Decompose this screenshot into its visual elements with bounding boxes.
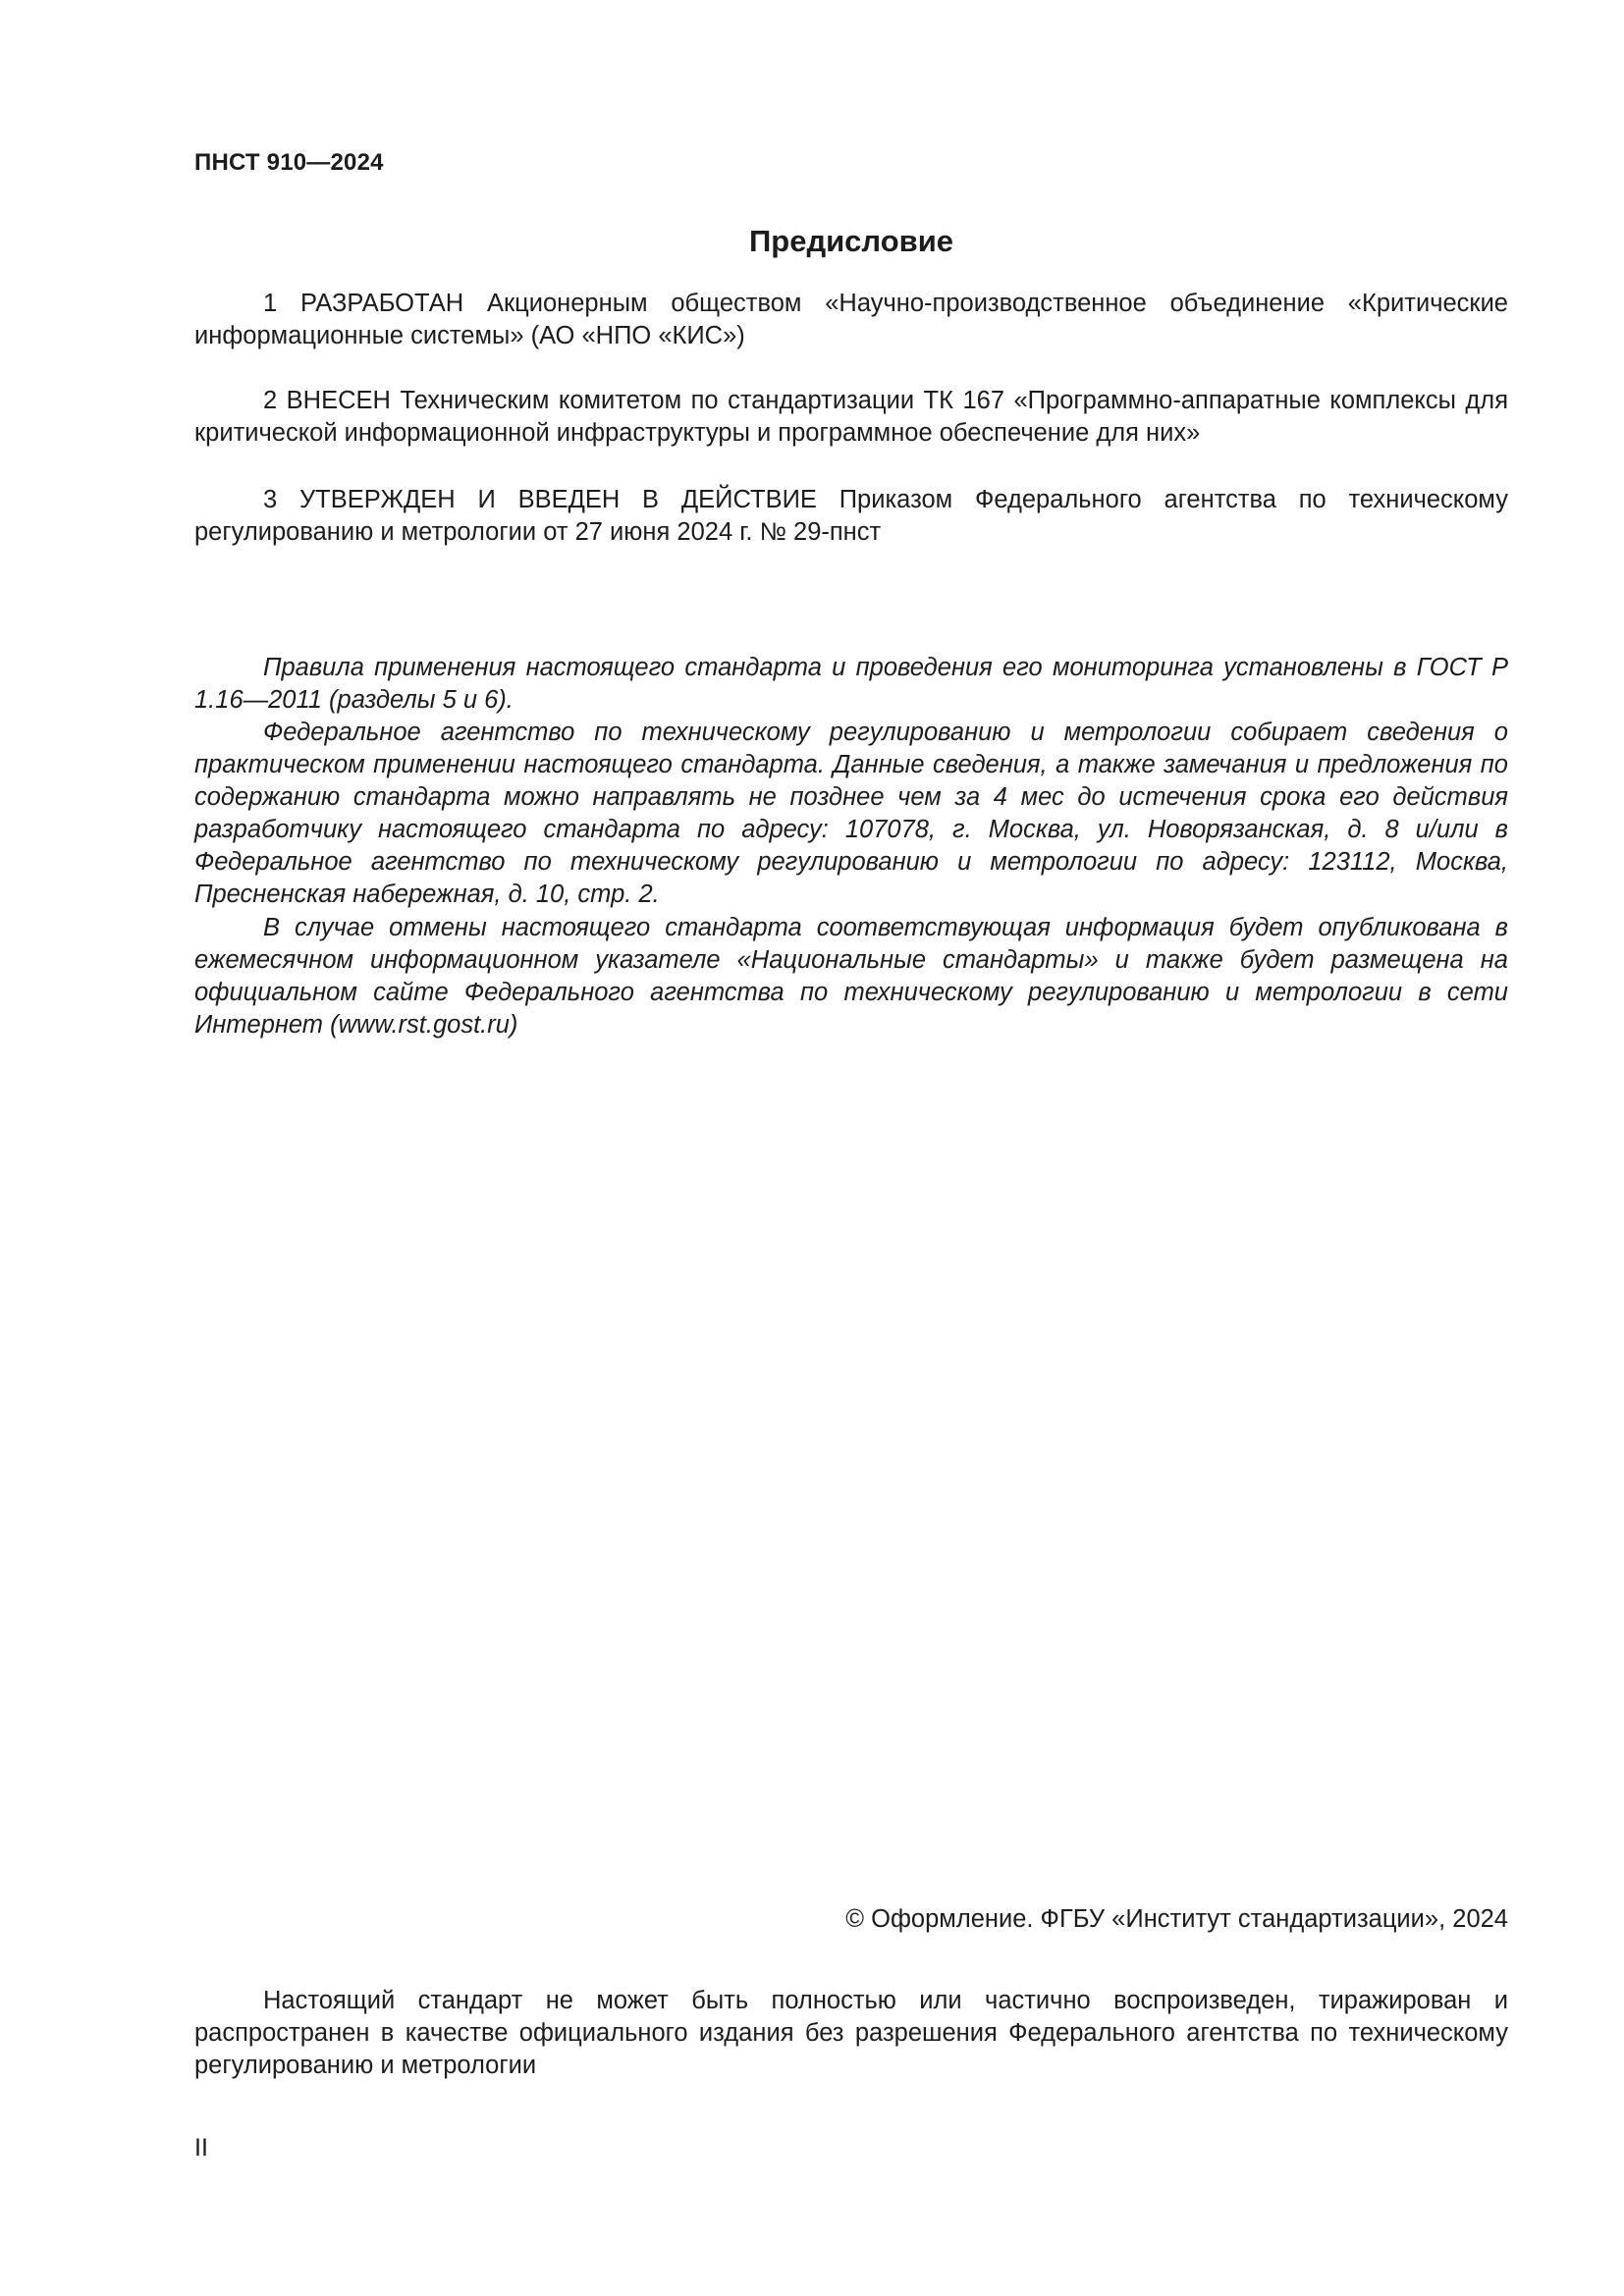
- document-code: ПНСТ 910—2024: [194, 149, 384, 176]
- foreword-item-1: 1 РАЗРАБОТАН Акционерным обществом «Научно-производственное объединение «Критические информационные системы» (АО «НПО «КИС»): [194, 290, 1508, 349]
- foreword-item-2: 2 ВНЕСЕН Техническим комитетом по стандартизации ТК 167 «Программно-аппаратные комплексы для критической информационной инфраструктуры и программное обеспечение для них»: [194, 387, 1508, 447]
- notice-paragraph-1: Правила применения настоящего стандарта и проведения его мониторинга установлены в ГОСТ Р 1.16—2011 (разделы 5 и 6).: [194, 654, 1508, 714]
- notice-paragraph-2: Федеральное агентство по техническому регулированию и метрологии собирает сведения о практическом применении настоящего стандарта. Данные сведения, а также замечания и предложения по содержанию стандарта можно направлять не позднее чем за 4 мес до истечения срока его действия разработчику настоящего стандарта по адресу: 107078, г. Москва, ул. Новорязанская, д. 8 и/или в Федеральное агентство по техническому регулированию и метрологии по адресу: 123112, Москва, Пресненская набережная, д. 10, стр. 2.: [194, 719, 1508, 908]
- copyright-line: © Оформление. ФГБУ «Институт стандартизации», 2024: [845, 1905, 1508, 1933]
- foreword-item-3: 3 УТВЕРЖДЕН И ВВЕДЕН В ДЕЙСТВИЕ Приказом Федерального агентства по техническому регулированию и метрологии от 27 июня 2024 г. № 29-пнст: [194, 486, 1508, 546]
- foreword-title: Предисловие: [748, 224, 953, 258]
- notice-paragraph-3: В случае отмены настоящего стандарта соответствующая информация будет опубликована в ежемесячном информационном указателе «Национальные стандарты» и также будет размещена на официальном сайте Федерального агентства по техническому регулированию и метрологии в сети Интернет (www.rst.gost.ru): [194, 914, 1508, 1039]
- page-number: II: [194, 2134, 208, 2162]
- reproduction-notice: Настоящий стандарт не может быть полностью или частично воспроизведен, тиражирован и распространен в качестве официального издания без разрешения Федерального агентства по техническому регулированию и метрологии: [194, 1987, 1508, 2079]
